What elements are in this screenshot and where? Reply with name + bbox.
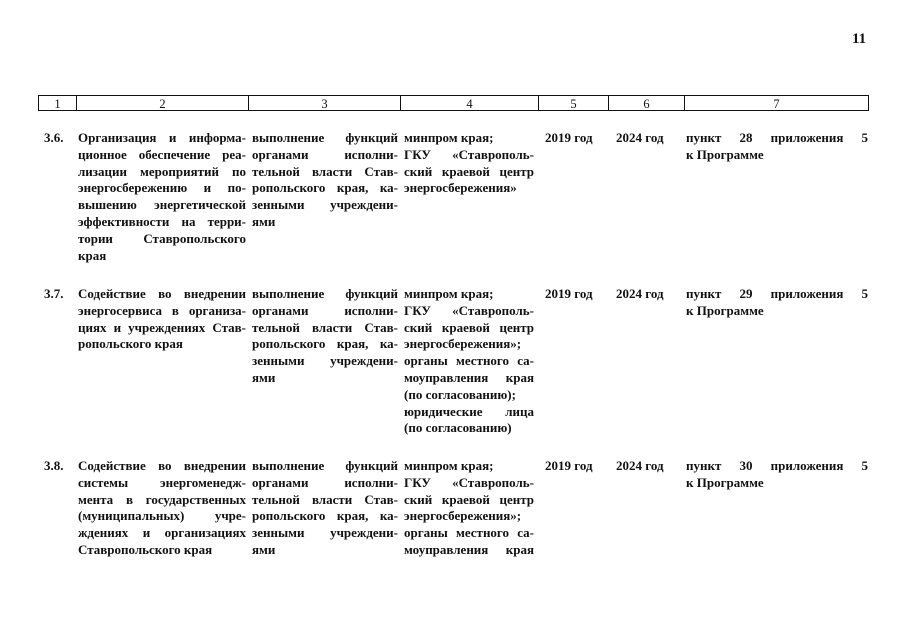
text-line: тории Ставропольского [78, 230, 246, 246]
header-col-5: 5 [538, 95, 608, 111]
text-line: системы энергоменедж- [78, 474, 246, 490]
text-line: пункт 28 приложения 5 [686, 130, 868, 145]
text-line: выполнение функций [252, 458, 398, 473]
text-line: выполнение функций [252, 130, 398, 145]
text-line: ционное обеспечение реа- [78, 146, 246, 162]
text-line: (по согласованию) [404, 420, 512, 436]
text-line: к Программе [686, 302, 764, 318]
text-line: минпром края; [404, 286, 494, 301]
text-line: ями [252, 369, 276, 385]
text-line: тельной власти Став- [252, 319, 398, 335]
text-line: мента в государственных [78, 491, 246, 507]
text-line: Ставропольского края [78, 541, 213, 557]
text-line: ями [252, 541, 276, 557]
measure-name [78, 130, 246, 264]
text-line: Организация и информа- [78, 130, 246, 145]
header-col-2: 2 [76, 95, 248, 111]
text-line: ями [252, 213, 276, 229]
text-line: энергосбережению и по- [78, 180, 246, 196]
text-line: края [78, 247, 107, 263]
text-line: лизации мероприятий по [78, 163, 246, 179]
text-line: органами исполни- [252, 474, 398, 490]
responsible-function [252, 286, 398, 387]
text-line: минпром края; [404, 458, 494, 473]
responsible-function [252, 458, 398, 559]
executors [404, 458, 534, 559]
text-line: ропольского края [78, 336, 183, 352]
text-line: ропольского края, ка- [252, 336, 398, 352]
text-line: к Программе [686, 146, 764, 162]
text-line: Содействие во внедрении [78, 458, 246, 473]
text-line: минпром края; [404, 130, 494, 145]
header-col-4: 4 [400, 95, 538, 111]
text-line: ский краевой центр [404, 163, 534, 179]
start-year: 2019 год [545, 458, 593, 473]
row-number: 3.6. [44, 130, 64, 145]
end-year: 2024 год [616, 458, 664, 473]
text-line: моуправления края [404, 369, 534, 385]
header-col-1: 1 [38, 95, 76, 111]
text-line: эффективности на терри- [78, 213, 246, 229]
text-line: органы местного са- [404, 525, 534, 541]
text-line: энергосбережения»; [404, 336, 522, 352]
text-line: вышению энергетической [78, 197, 246, 213]
program-reference [686, 130, 868, 164]
text-line: тельной власти Став- [252, 163, 398, 179]
page-number: 11 [852, 31, 867, 47]
start-year: 2019 год [545, 130, 593, 145]
text-line: ГКУ «Ставрополь- [404, 474, 534, 490]
text-line: зенными учреждени- [252, 197, 398, 213]
text-line: пункт 29 приложения 5 [686, 286, 868, 301]
text-line: пункт 30 приложения 5 [686, 458, 868, 473]
end-year: 2024 год [616, 130, 664, 145]
text-line: ропольского края, ка- [252, 508, 398, 524]
text-line: зенными учреждени- [252, 525, 398, 541]
end-year: 2024 год [616, 286, 664, 301]
text-line: органы местного са- [404, 353, 534, 369]
start-year: 2019 год [545, 286, 593, 301]
text-line: (муниципальных) учре- [78, 508, 246, 524]
text-line: к Программе [686, 474, 764, 490]
text-line: моуправления края [404, 541, 534, 557]
text-line: зенными учреждени- [252, 353, 398, 369]
text-line: юридические лица [404, 403, 534, 419]
executors [404, 286, 534, 437]
program-reference [686, 286, 868, 320]
text-line: (по согласованию); [404, 386, 516, 402]
program-reference [686, 458, 868, 492]
row-number: 3.7. [44, 286, 64, 301]
text-line: ГКУ «Ставрополь- [404, 302, 534, 318]
measure-name [78, 458, 246, 559]
text-line: циях и учреждениях Став- [78, 319, 246, 335]
text-line: ждениях и организациях [78, 525, 246, 541]
text-line: энергосбережения»; [404, 508, 522, 524]
text-line: энергосбережения» [404, 180, 517, 196]
text-line: Содействие во внедрении [78, 286, 246, 301]
text-line: выполнение функций [252, 286, 398, 301]
text-line: ГКУ «Ставрополь- [404, 146, 534, 162]
header-col-3: 3 [248, 95, 400, 111]
text-line: ропольского края, ка- [252, 180, 398, 196]
text-line: ский краевой центр [404, 319, 534, 335]
header-col-6: 6 [608, 95, 684, 111]
responsible-function [252, 130, 398, 231]
measure-name [78, 286, 246, 353]
text-line: органами исполни- [252, 302, 398, 318]
text-line: органами исполни- [252, 146, 398, 162]
header-col-7: 7 [684, 95, 869, 111]
text-line: ский краевой центр [404, 491, 534, 507]
row-number: 3.8. [44, 458, 64, 473]
executors [404, 130, 534, 197]
text-line: энергосервиса в организа- [78, 302, 246, 318]
text-line: тельной власти Став- [252, 491, 398, 507]
